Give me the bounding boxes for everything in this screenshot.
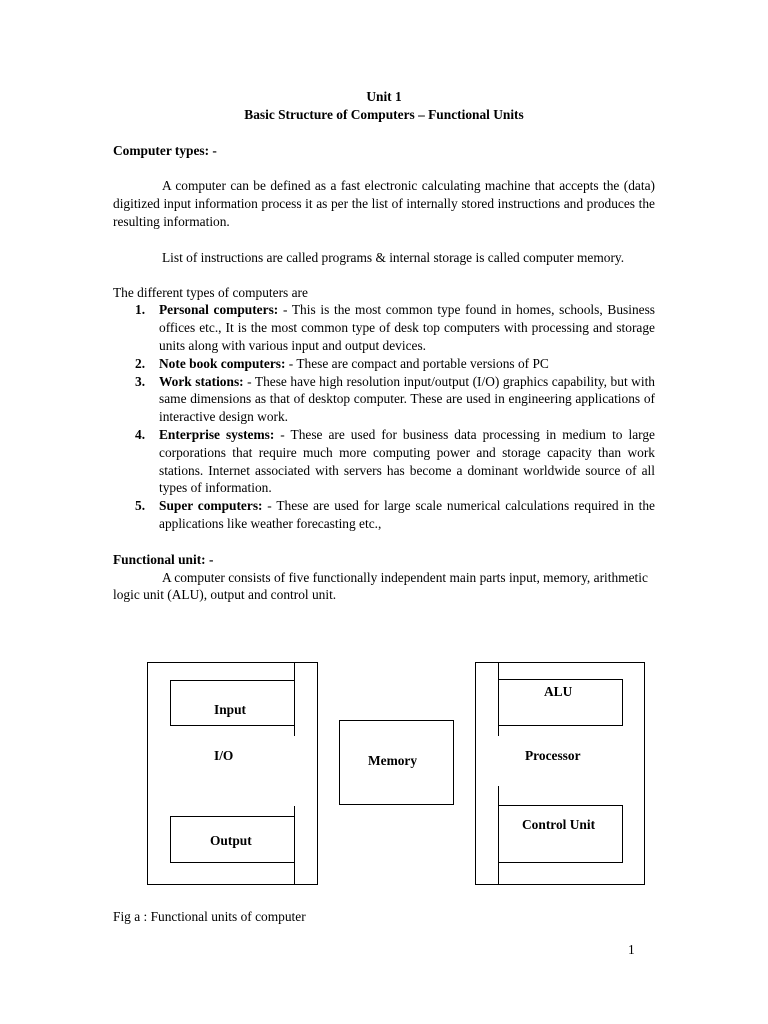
output-label: Output: [210, 833, 252, 848]
figure-caption: Fig a : Functional units of computer: [113, 909, 306, 924]
programs-paragraph: List of instructions are called programs & internal storage is called computer memory.: [162, 249, 625, 265]
io-label: I/O: [214, 748, 234, 763]
page-title: Basic Structure of Computers – Functional Units: [244, 106, 524, 122]
computer-types-heading: Computer types: -: [113, 142, 217, 158]
list-term: Super computers:: [159, 498, 263, 514]
types-intro: The different types of computers are: [113, 284, 308, 300]
list-term: Work stations:: [159, 373, 244, 389]
functional-unit-heading: Functional unit: -: [113, 551, 214, 567]
list-text: - These have high resolution input/output (I/O) graphics capability, but with same dimensions as that of desktop computer. These are used in engineering applications of interactive design work.: [159, 373, 655, 425]
definition-paragraph: A computer can be defined as a fast electronic calculating machine that accepts the (data) digitized input information process it as per the list of internally stored instructions and produces the resulting information.: [113, 178, 655, 229]
list-number: 2.: [135, 355, 146, 371]
list-number: 3.: [135, 373, 146, 389]
memory-label: Memory: [368, 753, 418, 768]
list-text: - These are used for large scale numerical calculations required in the applications like weather forecasting etc.,: [159, 498, 655, 531]
list-number: 5.: [135, 498, 146, 514]
list-text: - These are used for business data processing in medium to large corporations that require much more computing power and storage capacity than work stations. Internet associated with servers has become a dominant worldwide source of all types of information.: [159, 426, 656, 496]
unit-heading: Unit 1: [366, 89, 402, 104]
input-label: Input: [214, 702, 247, 717]
control-unit-label: Control Unit: [522, 817, 596, 832]
list-text: - This is the most common type found in homes, schools, Business offices etc., It is the most common type of desk top computers with processing and storage units along with various input and output devices.: [159, 302, 656, 353]
functional-unit-paragraph: A computer consists of five functionally independent main parts input, memory, arithmetic logic unit (ALU), output and control unit.: [113, 569, 648, 603]
processor-label: Processor: [525, 748, 581, 763]
list-text: - These are compact and portable versions of PC: [285, 355, 549, 371]
alu-label: ALU: [544, 684, 573, 699]
list-term: Enterprise systems:: [159, 426, 275, 442]
list-number: 4.: [135, 426, 146, 442]
list-term: Personal computers:: [159, 302, 279, 318]
control-unit-box: [498, 805, 623, 863]
list-term: Note book computers:: [159, 355, 286, 371]
page-number: 1: [628, 942, 635, 957]
list-number: 1.: [135, 302, 146, 318]
